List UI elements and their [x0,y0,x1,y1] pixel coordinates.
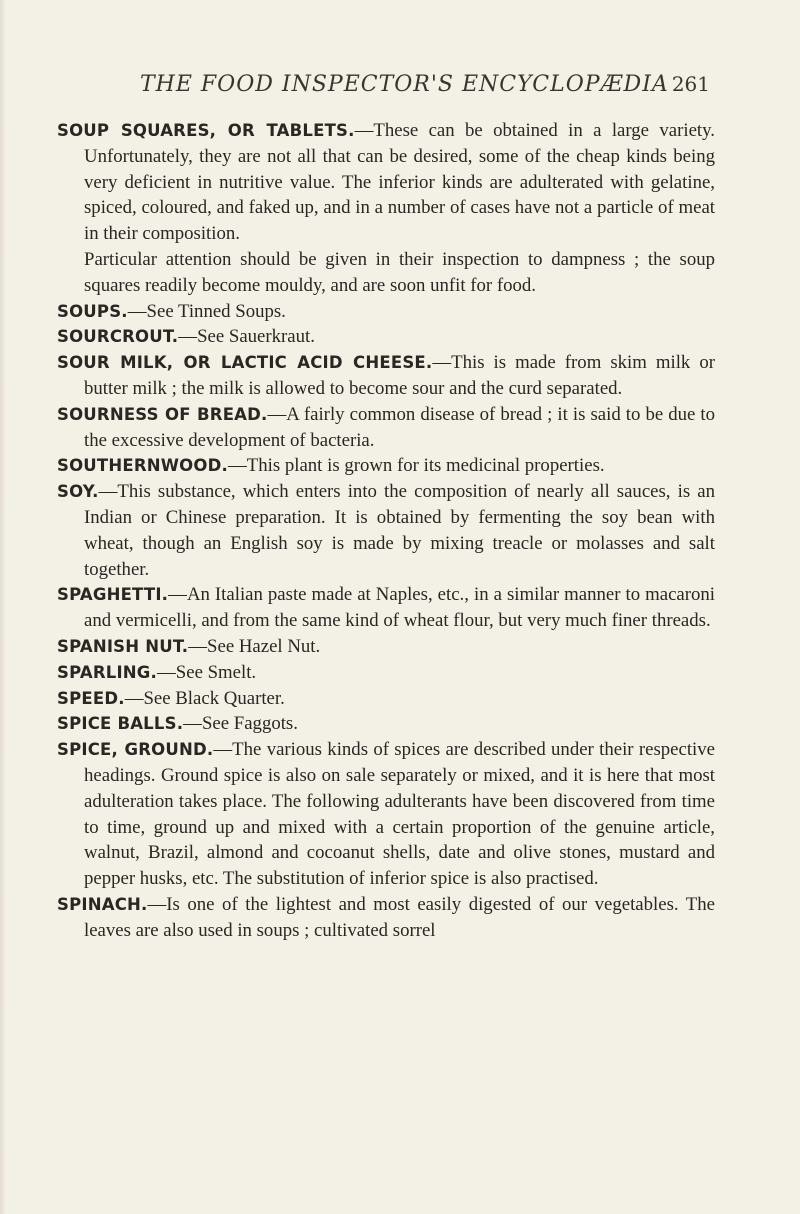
entry-soy [57,479,715,582]
entry-spanish-nut [57,634,715,660]
entry-text: Particular attention should be given in their inspection to dampness ; the soup squares readily become mouldy, and are soon unfit for food. [84,248,715,296]
entry-text: —A fairly common disease of bread ; it is said to be due to the excessive development of bacteria. [84,403,716,451]
entry-sourness-of-bread [57,402,715,454]
entry-heading: SPARLING. [57,662,158,682]
entry-heading: SPAGHETTI. [57,585,169,605]
entry-southernwood [57,453,715,479]
entry-spaghetti [57,582,715,634]
entry-heading: SPINACH. [57,894,148,914]
entry-text: —See Smelt. [157,661,257,683]
entry-text: —This substance, which enters into the composition of nearly all sauces, is an Indian or Chinese preparation. It is obtained by fermenting the soy bean with wheat, though an English soy is made by mixing treacle or molasses and salt together. [84,481,715,580]
entry-text: —See Tinned Soups. [127,300,286,322]
entry-text: —See Black Quarter. [124,687,285,709]
entry-heading: SOUPS. [57,301,128,321]
entry-heading: SPICE BALLS. [57,714,184,734]
entry-text: —See Hazel Nut. [188,635,321,657]
entry-spinach [57,892,715,944]
entry-sourcrout [57,324,715,350]
entry-text: —An Italian paste made at Naples, etc., in a similar manner to macaroni and vermicelli, and from the same kind of wheat flour, but very much finer threads. [84,584,715,632]
entry-heading: SPICE, GROUND. [57,740,214,760]
entry-soups [57,299,715,325]
page-gutter-shadow [0,0,6,1214]
entry-heading: SOURNESS OF BREAD. [57,404,268,424]
entry-text: —This plant is grown for its medicinal properties. [227,455,605,477]
entry-heading: SOY. [57,482,99,502]
entry-sparling [57,660,715,686]
entry-speed [57,686,715,712]
entry-text: —This is made from skim milk or butter milk ; the milk is allowed to become sour and the curd separated. [84,352,715,399]
entry-spice-balls [57,711,715,737]
entry-text: —These can be obtained in a large variety. Unfortunately, they are not all that can be desired, some of the cheap kinds being very deficient in nutritive value. The inferior kinds are adulterated with gelatine, spiced, coloured, and faked up, and in a number of cases have not a particle of meat in their composition. [84,120,715,245]
entry-heading: SOUP SQUARES, OR TABLETS. [57,121,355,140]
entry-text: —See Sauerkraut. [178,326,315,348]
entry-soup-squares-paragraph-2 [57,247,715,299]
entry-text: —See Faggots. [183,713,298,735]
entry-text: —The various kinds of spices are described under their respective headings. Ground spice is also on sale separately or mixed, and it is here that most adulteration takes place. The following adulterants have been discovered from time to time, ground up and mixed with a certain proportion of the genuine article, walnut, Brazil, almond and cocoanut shells, date and olive stones, mustard and pepper husks, etc. The substitution of inferior spice is also practised. [84,739,715,890]
running-title: THE FOOD INSPECTOR'S ENCYCLOPÆDIA [140,72,669,97]
entry-heading: SPANISH NUT. [57,636,189,656]
entry-heading: SOUTHERNWOOD. [57,456,228,476]
encyclopedia-body [57,118,715,944]
page-number: 261 [671,72,710,96]
entry-heading: SOURCROUT. [57,327,179,347]
entry-heading: SOUR MILK, OR LACTIC ACID CHEESE. [57,353,433,373]
entry-sour-milk [57,350,715,402]
entry-text: —Is one of the lightest and most easily digested of our vegetables. The leaves are also used in soups ; cultivated sorrel [84,893,715,941]
entry-heading: SPEED. [57,688,125,708]
entry-soup-squares [57,118,715,247]
entry-spice-ground [57,737,715,892]
running-header [140,72,710,108]
